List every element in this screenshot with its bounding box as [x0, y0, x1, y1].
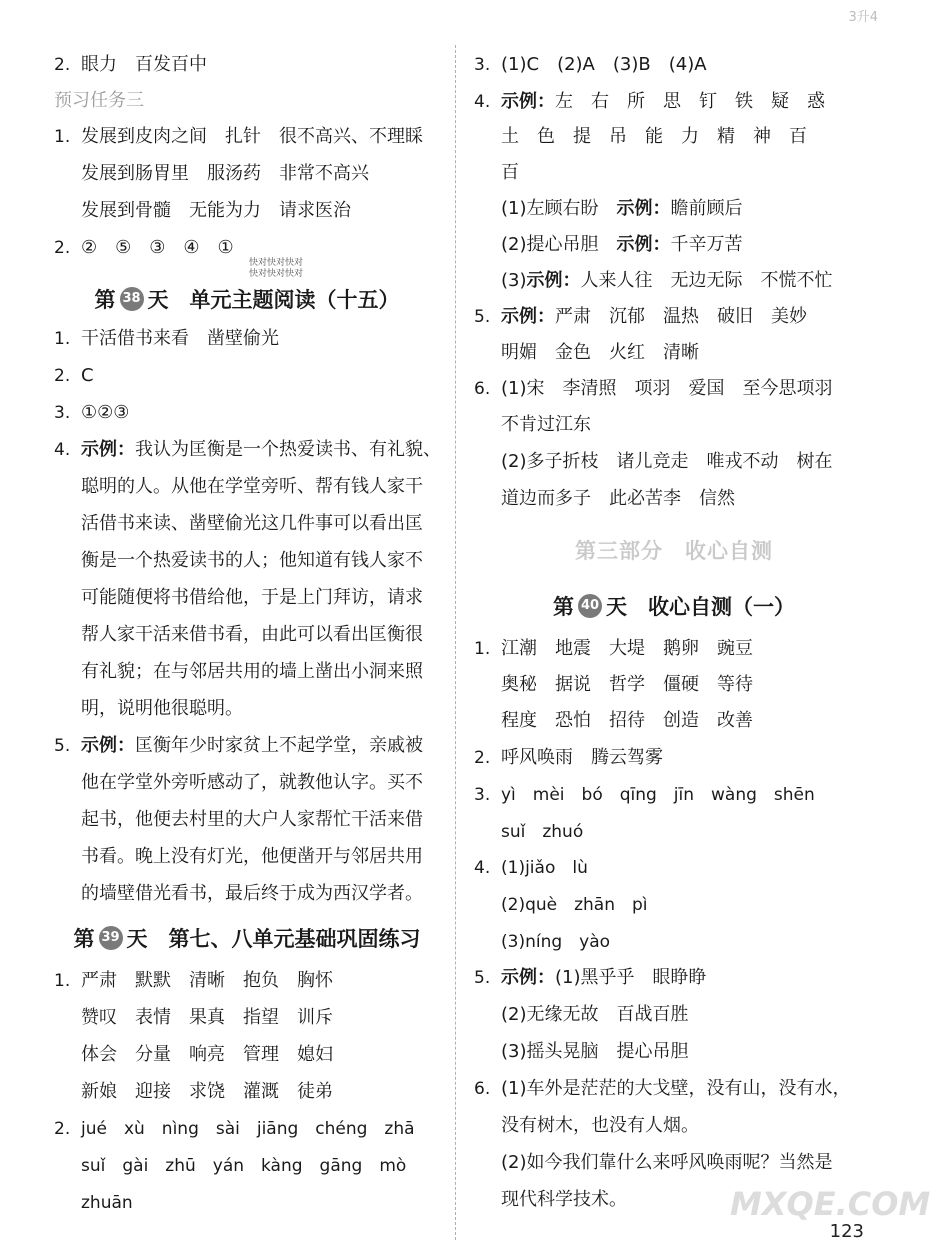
answer-item: 5. 示例：严肃 沉郁 温热 破旧 美妙 [474, 306, 807, 327]
answer-item: 3. (1)C (2)A (3)B (4)A [474, 54, 707, 75]
answer-item: 1. 发展到皮肉之间 扎针 很不高兴、不理睬 [54, 126, 423, 147]
answer-item: 2. 眼力 百发百中 [54, 54, 207, 75]
day-number-badge: 39 [99, 926, 123, 950]
day40-heading: 第 40 天 收心自测（一） [553, 595, 795, 619]
answer-item: 5. 示例：(1)黑乎乎 眼睁睁 [474, 967, 707, 988]
answer-item: 6. (1)宋 李清照 项羽 爱国 至今思项羽 [474, 378, 833, 399]
day-number-badge: 38 [120, 287, 144, 311]
answer-item: 5. 示例：匡衡年少时家贫上不起学堂，亲戚被 [54, 735, 423, 756]
grade-tag: 3升4 [848, 10, 878, 25]
page-number: 123 [829, 1221, 864, 1242]
answer-item: 3. yì mèi bó qīng jīn wàng shēn [474, 785, 815, 805]
answer-item: 4. 示例：我认为匡衡是一个热爱读书、有礼貌、 [54, 439, 441, 460]
part3-heading: 第三部分 收心自测 [575, 539, 773, 563]
day39-heading: 第 39 天 第七、八单元基础巩固练习 [73, 927, 421, 951]
kuaidui-sticker: 快对快对快对 快对快对快对 [249, 258, 304, 279]
answer-item: 2. jué xù nìng sài jiāng chéng zhā [54, 1119, 415, 1139]
answer-item: 4. (1)jiǎo lù [474, 858, 588, 878]
column-divider [455, 45, 456, 1240]
answer-item: 6. (1)车外是茫茫的大戈壁，没有山，没有水， [474, 1078, 851, 1099]
preview-task-label: 预习任务三 [54, 90, 144, 111]
answer-item: 4. 示例：左 右 所 思 钉 铁 疑 惑 [474, 91, 825, 112]
day38-heading: 第 38 天 单元主题阅读（十五） [94, 288, 400, 312]
answer-item: 1. 江潮 地震 大堤 鹅卵 豌豆 [474, 638, 753, 659]
site-watermark: MXQE.COM [730, 1185, 930, 1223]
day-number-badge: 40 [578, 594, 602, 618]
answer-item: 3. ①②③ [54, 402, 130, 423]
answer-item: 2. ② ⑤ ③ ④ ① [54, 237, 234, 258]
answer-item: 2. 呼风唤雨 腾云驾雾 [474, 747, 663, 768]
answer-item: 1. 干活借书来看 凿壁偷光 [54, 328, 279, 349]
answer-item: 2. C [54, 365, 94, 386]
answer-item: 1. 严肃 默默 清晰 抱负 胸怀 [54, 970, 333, 991]
